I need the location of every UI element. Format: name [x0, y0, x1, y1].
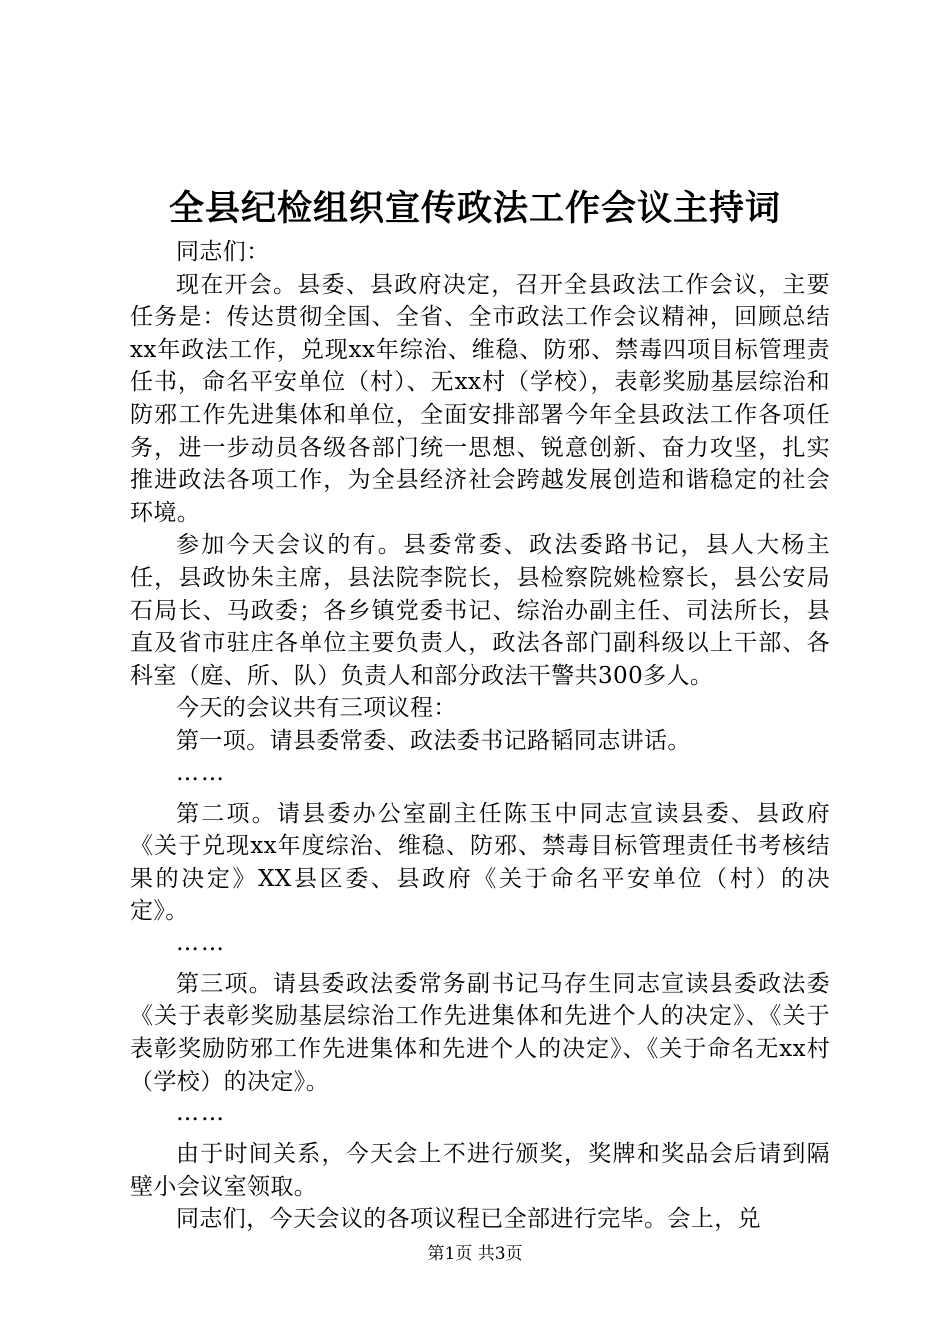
page-footer: 第1页 共3页	[427, 1244, 523, 1264]
paragraph-agenda-item-2: 第二项。请县委办公室副主任陈玉中同志宣读县委、县政府《关于兑现xx年度综治、维稳、防邪、禁毒目标管理责任书考核结果的决定》XX县区委、县政府《关于命名平安单位（村）的决定》。	[130, 800, 830, 925]
paragraph-attendees: 参加今天会议的有。县委常委、政法委路书记，县人大杨主任，县政协朱主席，县法院李院长，县检察院姚检察长，县公安局石局长、马政委；各乡镇党委书记、综治办副主任、司法所长，县直及省市驻庄各单位主要负责人，政法各部门副科级以上干部、各科室（庭、所、队）负责人和部分政法干警共300多人。	[130, 532, 830, 689]
paragraph-awards-note: 由于时间关系，今天会上不进行颁奖，奖牌和奖品会后请到隔壁小会议室领取。	[130, 1141, 830, 1200]
paragraph-agenda-item-1: 第一项。请县委常委、政法委书记路韬同志讲话。	[176, 727, 691, 754]
paragraph-agenda-intro: 今天的会议共有三项议程：	[176, 695, 457, 722]
document-title: 全县纪检组织宣传政法工作会议主持词	[168, 188, 781, 229]
paragraph-opening: 现在开会。县委、县政府决定，召开全县政法工作会议，主要任务是：传达贯彻全国、全省、全市政法工作会议精神，回顾总结xx年政法工作，兑现xx年综治、维稳、防邪、禁毒四项目标管理责任书，命名平安单位（村）、无xx村（学校），表彰奖励基层综治和防邪工作先进集体和单位，全面安排部署今年全县政法工作各项任务，进一步动员各级各部门统一思想、锐意创新、奋力攻坚，扎实推进政法各项工作，为全县经济社会跨越发展创造和谐稳定的社会环境。	[130, 271, 830, 526]
paragraph-agenda-item-3: 第三项。请县委政法委常务副书记马存生同志宣读县委政法委《关于表彰奖励基层综治工作先进集体和先进个人的决定》、《关于表彰奖励防邪工作先进集体和先进个人的决定》、《关于命名无xx村（学校）的决定》。	[130, 970, 830, 1095]
document-body	[130, 236, 830, 1236]
ellipsis-1: ……	[176, 759, 226, 786]
ellipsis-2: ……	[176, 929, 226, 956]
ellipsis-3: ……	[176, 1100, 226, 1127]
paragraph-greeting: 同志们：	[176, 239, 270, 265]
paragraph-closing: 同志们，今天会议的各项议程已全部进行完毕。会上，兑	[176, 1206, 761, 1233]
